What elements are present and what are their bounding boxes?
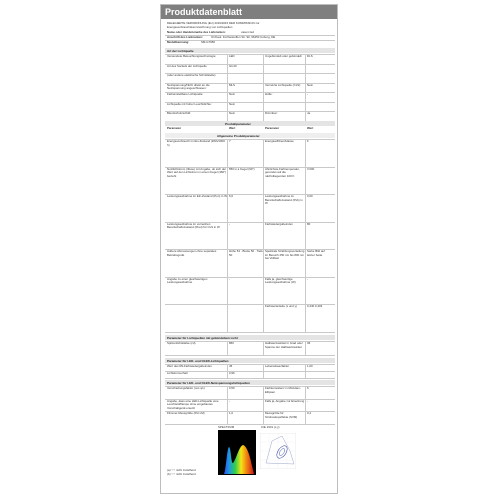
blend-row-0-v2: 36 <box>307 341 311 345</box>
param-row-0-v1: 7 <box>229 139 231 143</box>
footnote-1: (a) "-": nicht zutreffend <box>167 468 196 472</box>
param-row-1-c2: Ähnlichste Farbtemperatur, gerundet auf die nächstliegenden 100 K <box>265 166 300 178</box>
param-row-5-c1: Angabe zu einer gleichwertigen Leistungsaufnahme <box>167 276 208 285</box>
param-row-1-v2: 3 000 <box>307 166 315 171</box>
spectrum-image <box>218 430 256 475</box>
betrieb-row-2-v1: 1,0 <box>229 411 234 415</box>
param-row-4-v2: Siehe Bild auf letzter Seite <box>307 249 325 257</box>
betrieb-row-0-v1: 0,50 <box>229 386 235 390</box>
art-row-1-v1: GU10 <box>229 63 237 68</box>
led-row-0-c2: Lebensdauerfaktor <box>265 364 290 368</box>
art-row-5-v1: Nein <box>229 101 235 106</box>
art-row-4-c2: Hülle: <box>265 92 273 96</box>
led-row-0-c1: Wert des R9-Farbwiedergabeindex <box>167 364 212 368</box>
footnotes <box>167 469 196 476</box>
param-row-4-c2: Spektrale Strahlungsverteilung im Bereich 250 nm bis 800 nm bei Volllast <box>265 249 305 261</box>
model-id-value: SM-G7950 <box>201 40 215 44</box>
betrieb-row-2-c1: Flimmer-Messgröße (Pst LM) <box>167 411 205 415</box>
art-row-0-v1: LED <box>229 54 235 58</box>
param-row-2-v2: 0,00 <box>307 194 313 198</box>
art-row-6-v2: Ja <box>307 111 311 115</box>
art-row-0-c1: Verwendete Beleuchtungstechnologie: <box>167 54 217 58</box>
led-row-1-v1: 0,96 <box>229 371 235 375</box>
art-row-3-c1: Netzspannung/Nicht direkt an die Netzspannung angeschlossen: <box>167 82 210 91</box>
betrieb-row-2-c2: Messgröße für Stroboskopeffekte (SVM) <box>265 411 298 419</box>
art-row-3-v1: MLS <box>229 82 235 87</box>
page-title: Produktdatenblatt <box>161 5 337 19</box>
param-row-5-v1: - <box>229 276 230 281</box>
param-head-3: Wert <box>307 126 314 130</box>
supplier-address-label: Anschrift des Lieferanten: <box>167 35 203 39</box>
cie-diagram-image <box>260 433 296 469</box>
param-head-1: Wert <box>229 126 236 130</box>
model-id-label: Modellkennung: <box>167 40 190 44</box>
param-head-0: Parameter <box>167 126 182 130</box>
param-head-2: Parameter <box>265 126 280 130</box>
art-row-2-c1: (oder andere elektrische Schnittstelle) <box>167 73 216 77</box>
footnote-2: (b) "-": nicht zutreffend <box>167 471 196 476</box>
art-row-6-c1: Blendschutzschild: <box>167 111 191 115</box>
regulation-line-2: Energieverbrauchskennzeichnung von Lichtquellen <box>167 25 233 29</box>
param-row-3-c2: Farbwiedergabeindex <box>265 221 293 226</box>
param-row-2-c1: Leistungsaufnahme im Ein-Zustand (Pon) in W <box>167 194 227 198</box>
blend-row-0-c1: Spitzenlichtstärke (cd) <box>167 341 196 345</box>
section-directional-light: Parameter für Lichtquellen mit gebündeltem Licht <box>165 335 335 340</box>
supplier-name-value: vasoni led <box>241 30 255 34</box>
led-row-0-v1: 45 <box>229 364 233 368</box>
cie-label: CIE 1931 (x,y) <box>261 425 280 429</box>
spectrum-label: SPECTRUM <box>218 425 235 429</box>
param-row-3-v1: - <box>229 221 230 226</box>
art-row-0-c2: Ungebündelt oder gebündelt: <box>265 54 303 58</box>
param-row-6-c2: Farbwertanteile (x und y) <box>265 304 297 308</box>
art-row-4-v1: Nein <box>229 92 235 96</box>
art-row-6-v1: Nein <box>229 111 235 115</box>
param-row-4-v1: Höhe 54 · Breite 50 · Tiefe 50 <box>229 249 263 257</box>
param-row-6-v2: 0,440 0,403 <box>307 304 323 308</box>
param-row-1-c1: Nutzlichtstrom (Φuse) mit Angabe, ob sich der Wert auf den Lichtstrom in einem Kegel (360°) bezieht <box>167 166 227 178</box>
led-row-1-c1: Lichtstromerhalt <box>167 371 188 375</box>
betrieb-row-1-c2: Falls ja, Angabe zur Ersetzung <box>265 398 305 403</box>
art-row-0-v2: DLS <box>307 54 313 58</box>
param-row-0-v2: F <box>307 139 309 143</box>
art-row-5-c1: Lichtquelle mit hoher Leuchtdichte: <box>167 101 212 106</box>
betrieb-row-0-v2: 6 <box>307 386 309 390</box>
section-led-oled: Parameter für LED- und OLED-Lichtquellen <box>165 358 335 363</box>
param-row-5-v2: - <box>307 276 308 281</box>
art-row-4-c1: Farbeinstellbare Lichtquelle: <box>167 92 204 96</box>
section-product-parameters: Produktparameter <box>165 121 335 126</box>
supplier-address-value: Orzhaut. Fortheistoffen Str. 90, 96450 Coburg, DE <box>211 35 276 39</box>
param-row-1-v1: 550 in a Kegel (90°) <box>229 166 255 171</box>
betrieb-row-0-c2: Farbkonsistenz in McAdam-Ellipsen <box>265 386 301 394</box>
blend-row-0-v1: 860 <box>229 341 234 345</box>
param-row-0-c1: Energieverbrauch im Ein-Zustand (kWh/1000 h) <box>167 139 225 147</box>
param-row-4-c1: Äußere Abmessungen ohne separates Betriebsgerät <box>167 249 217 257</box>
section-led-mains: Parameter für LED- und OLED-Netzspannungslichtquellen <box>165 380 335 385</box>
param-row-2-c2: Leistungsaufnahme im Bereitschaftszustand (Psb) in W <box>265 194 303 206</box>
regulation-line-1: DELEGIERTE VERORDNUNG (EU) 2019/2015 DER KOMMISSION zur <box>167 21 260 25</box>
blend-row-0-c2: Halbwertswinkel in Grad oder Spanne der Halbwertswinkel <box>265 341 303 349</box>
betrieb-row-1-v1: - <box>229 398 230 403</box>
art-row-6-c2: Dimmbar: <box>265 111 278 115</box>
param-row-0-c2: Energieeffizienzklasse <box>265 139 294 143</box>
param-row-5-c2: Falls ja, gleichwertige Leistungsaufnahme (W) <box>265 276 296 285</box>
product-datasheet <box>160 4 338 494</box>
supplier-name-label: Name oder Handelsmarke des Lieferanten: <box>167 30 226 34</box>
art-row-4-v2: - <box>307 92 308 96</box>
section-light-source-type: Art der Lichtquelle <box>165 48 335 53</box>
betrieb-row-1-v2: - <box>307 398 308 403</box>
betrieb-row-0-c1: Verschiebungsfaktor (cos φ1) <box>167 386 205 390</box>
param-row-3-v2: 80 <box>307 221 311 226</box>
section-general-parameters: Allgemeine Produktparameter <box>165 133 335 138</box>
art-row-3-c2: Vernetzte Lichtquelle (CLS): <box>265 82 301 87</box>
art-row-3-v2: Nein <box>307 82 313 87</box>
led-row-0-v2: 1,00 <box>307 364 313 368</box>
betrieb-row-1-c1: Angabe, dass eine LED-Lichtquelle eine Leuchtstofflampe ohne eingebautes Vorschaltgerät ersetzt <box>167 398 219 410</box>
betrieb-row-2-v2: 0,4 <box>307 411 312 415</box>
param-row-2-v1: 6,6 <box>229 194 234 198</box>
param-row-3-c1: Leistungsaufnahme im vernetzten Bereitschaftszustand (Pnet) für CLS in W <box>167 221 220 230</box>
art-row-1-c1: Art des Sockels der Lichtquelle <box>167 63 207 68</box>
